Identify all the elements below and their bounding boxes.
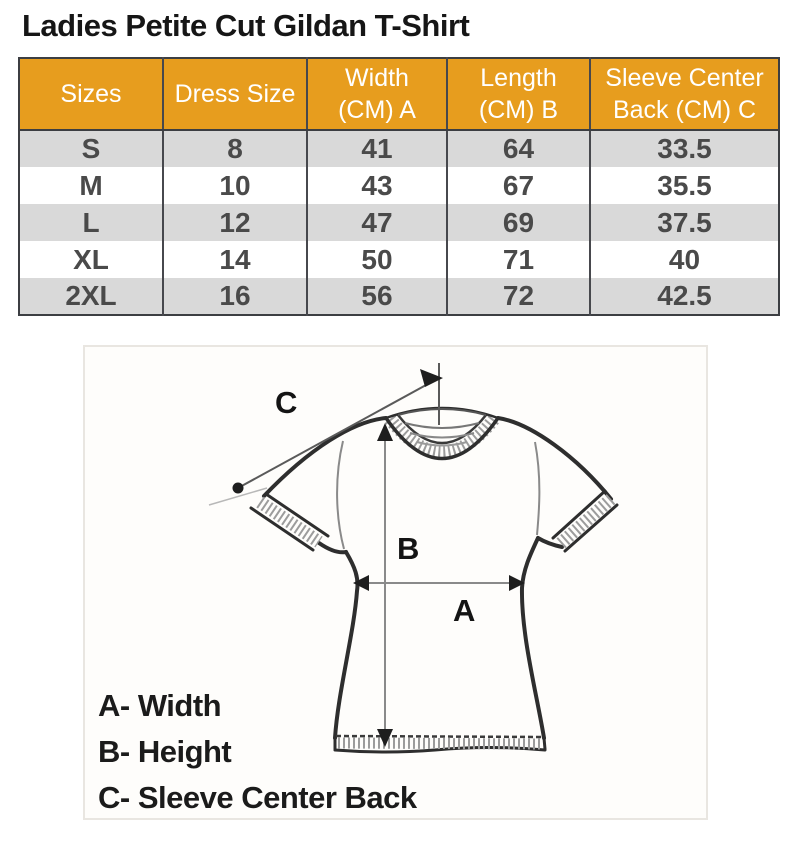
measure-c [209,363,443,505]
cell-sleeve: 33.5 [590,130,779,167]
cell-dress-size: 10 [163,167,307,204]
cell-dress-size: 8 [163,130,307,167]
label-c: C [275,385,298,420]
collar [386,408,498,459]
cell-sleeve: 35.5 [590,167,779,204]
right-side-seam [522,538,544,738]
left-cuff [251,494,328,550]
cell-sleeve: 40 [590,241,779,278]
right-shoulder-seam [498,418,611,499]
cell-size: L [82,206,100,238]
cell-dress-size: 16 [163,278,307,315]
label-b: B [397,531,420,566]
label-a: A [453,593,476,628]
cell-size: 2XL [65,280,117,311]
table-row [19,278,779,315]
size-chart-table [18,57,780,316]
legend-height: B- Height [98,734,232,769]
left-shoulder-seam [264,418,386,496]
cell-dress-size: 14 [163,241,307,278]
page-title: Ladies Petite Cut Gildan T-Shirt [22,8,470,43]
header-dress-size: Dress Size [163,58,307,130]
legend-width: A- Width [98,688,222,723]
cell-length: 67 [447,167,590,204]
diagram-legend [98,683,417,821]
cell-sleeve: 37.5 [590,204,779,241]
cell-length: 69 [447,204,590,241]
left-armhole-seam [337,441,344,549]
cell-size: M [79,169,103,201]
table-row [19,204,779,241]
right-cuff [553,491,617,551]
cell-dress-size: 12 [163,204,307,241]
cell-width: 56 [307,278,447,315]
table-row [19,241,779,278]
header-sleeve-center-back: Sleeve Center Back (CM) C [590,58,779,130]
measurement-diagram [83,345,708,820]
measure-a [353,575,525,591]
cell-width: 43 [307,167,447,204]
hem-right-edge [544,738,545,749]
legend-sleeve-center-back: C- Sleeve Center Back [98,780,417,815]
header-width: Width (CM) A [307,58,447,130]
header-sizes: Sizes [19,58,163,130]
cell-width: 50 [307,241,447,278]
table-row [19,167,779,204]
cell-size: S [81,133,101,164]
cell-length: 72 [447,278,590,315]
cell-sleeve: 42.5 [590,278,779,315]
right-armhole-seam [535,442,539,535]
c-start-dot [233,483,244,494]
table-body [19,130,779,315]
cell-length: 71 [447,241,590,278]
cell-size: XL [73,243,109,275]
cell-width: 41 [307,130,447,167]
header-length: Length (CM) B [447,58,590,130]
cell-length: 64 [447,130,590,167]
table-header [19,58,779,130]
cell-width: 47 [307,204,447,241]
table-row [19,130,779,167]
